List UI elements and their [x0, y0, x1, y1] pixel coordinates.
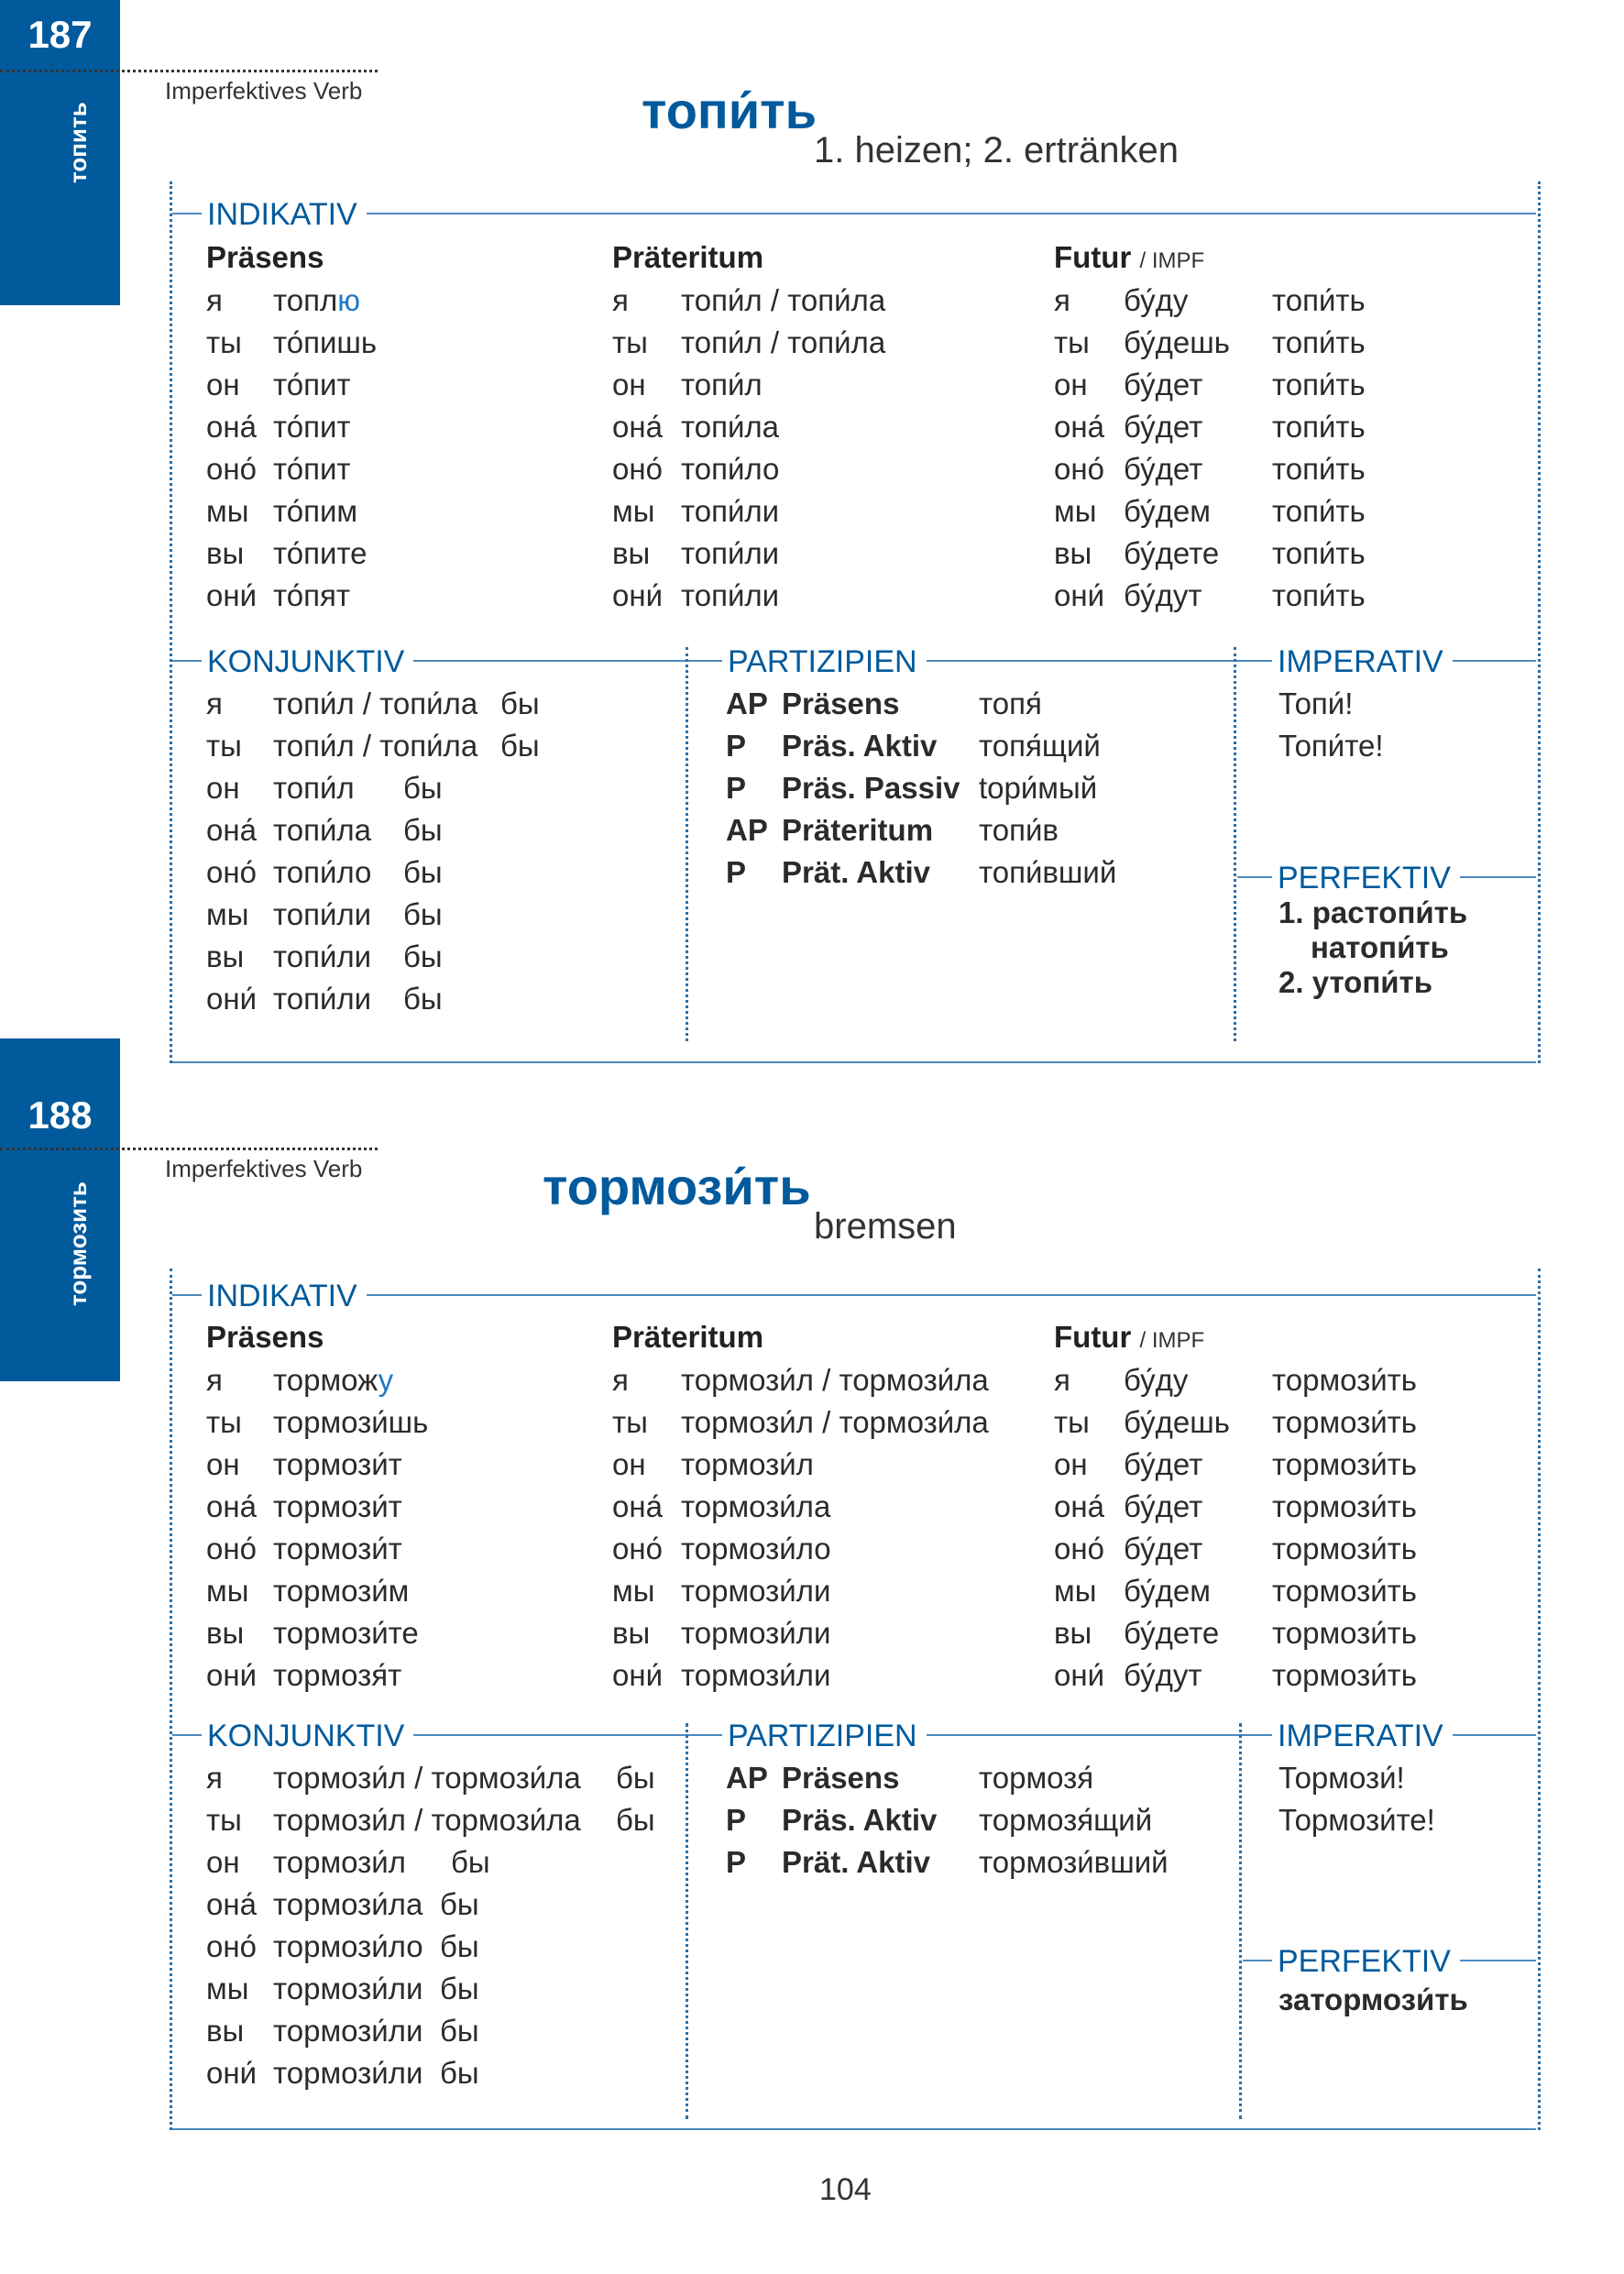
praeteritum-form: тормози́ли [681, 1616, 831, 1650]
pronoun: я [206, 1363, 223, 1397]
futur-aux: бу́дете [1124, 1616, 1220, 1650]
futur-aux: бу́дете [1124, 536, 1220, 570]
aspect-label: Imperfektives Verb [165, 1155, 363, 1182]
konjunktiv-form: тормози́ла [273, 1887, 423, 1921]
pronoun: вы [206, 536, 245, 570]
pronoun: они́ [612, 578, 664, 612]
pronoun: они́ [206, 578, 258, 612]
konjunktiv-label: KONJUNKTIV [202, 643, 413, 680]
praeteritum-form: топи́ло [681, 452, 780, 486]
verb-title: топи́ть [642, 82, 817, 139]
pronoun: мы [612, 1574, 655, 1608]
imperativ-form: Топи́те! [1278, 729, 1384, 763]
indikativ-rule [172, 1294, 1536, 1296]
pronoun: оно́ [1054, 1532, 1104, 1565]
aspect-label: Imperfektives Verb [165, 77, 363, 104]
participle-form: топя́щий [979, 729, 1101, 763]
pronoun: оно́ [206, 452, 257, 486]
praeteritum-form: тормози́л / тормози́ла [681, 1405, 989, 1439]
participle-type: P [726, 1845, 747, 1879]
praeteritum-form: тормози́л [681, 1447, 814, 1481]
futur-inf: тормози́ть [1272, 1447, 1417, 1481]
perfektiv-form: натопи́ть [1311, 930, 1449, 964]
futur-aux: бу́ду [1124, 1363, 1189, 1397]
column-divider [1234, 647, 1236, 1041]
participle-form: тормозя́ [979, 1761, 1094, 1795]
konjunktiv-particle: бы [500, 687, 540, 720]
konjunktiv-particle: бы [403, 939, 443, 973]
entry-number: 187 [27, 13, 93, 56]
praesens-header: Präsens [206, 1320, 324, 1354]
entry-tab [0, 1038, 120, 1381]
entry-number: 188 [27, 1093, 93, 1137]
entry-tab [0, 0, 120, 305]
header-divider [0, 70, 378, 72]
konjunktiv-particle: бы [440, 2014, 479, 2048]
praesens-form: топлю [273, 283, 360, 317]
participle-type: P [726, 771, 747, 805]
participle-name: Präsens [782, 1761, 900, 1795]
konjunktiv-particle: бы [403, 855, 443, 889]
konjunktiv-form: тормози́ли [273, 2056, 423, 2090]
pronoun: я [1054, 283, 1070, 317]
pronoun: она́ [612, 1489, 663, 1523]
pronoun: мы [206, 494, 249, 528]
konjunktiv-particle: бы [403, 897, 443, 931]
perfektiv-form: 2. утопи́ть [1278, 965, 1432, 999]
pronoun: он [206, 771, 240, 805]
futur-aux: бу́дет [1124, 1489, 1203, 1523]
pronoun: вы [206, 2014, 245, 2048]
pronoun: он [612, 368, 646, 401]
pronoun: мы [206, 1574, 249, 1608]
konjunktiv-form: топи́л / топи́ла [273, 687, 478, 720]
praesens-form: тормози́т [273, 1489, 402, 1523]
praesens-form: то́пит [273, 452, 351, 486]
verb-translation: 1. heizen; 2. ertränken [814, 130, 1180, 170]
futur-inf: топи́ть [1272, 452, 1366, 486]
konjunktiv-particle: бы [403, 771, 443, 805]
konjunktiv-particle: бы [403, 982, 443, 1016]
praesens-form: торможу [273, 1363, 394, 1397]
futur-inf: тормози́ть [1272, 1574, 1417, 1608]
pronoun: ты [612, 325, 648, 359]
pronoun: оно́ [1054, 452, 1104, 486]
praeteritum-form: топи́ли [681, 494, 780, 528]
praeteritum-form: топи́ли [681, 578, 780, 612]
konjunktiv-particle: бы [616, 1761, 655, 1795]
pronoun: они́ [1054, 578, 1105, 612]
praeteritum-form: тормози́ли [681, 1658, 831, 1692]
pronoun: он [612, 1447, 646, 1481]
futur-inf: тормози́ть [1272, 1363, 1417, 1397]
imperativ-form: Тормози́! [1278, 1761, 1405, 1795]
page-number: 104 [819, 2172, 872, 2207]
konjunktiv-label: KONJUNKTIV [202, 1718, 413, 1754]
pronoun: она́ [1054, 410, 1104, 444]
konjunktiv-particle: бы [440, 1887, 479, 1921]
konjunktiv-form: тормози́ло [273, 1929, 423, 1963]
pronoun: ты [206, 729, 242, 763]
pronoun: ты [206, 1803, 242, 1837]
pronoun: вы [612, 536, 651, 570]
pronoun: ты [1054, 1405, 1090, 1439]
participle-form: тормозя́щий [979, 1803, 1153, 1837]
praeteritum-form: тормози́ла [681, 1489, 831, 1523]
praesens-form: тормози́т [273, 1447, 402, 1481]
futur-inf: топи́ть [1272, 536, 1366, 570]
konjunktiv-form: тормози́ли [273, 2014, 423, 2048]
futur-aux: бу́дем [1124, 494, 1211, 528]
praesens-form: то́пите [273, 536, 368, 570]
futur-aux: бу́дет [1124, 1447, 1203, 1481]
pronoun: оно́ [206, 1532, 257, 1565]
participle-type: P [726, 855, 747, 889]
pronoun: она́ [206, 813, 257, 847]
pronoun: мы [612, 494, 655, 528]
konjunktiv-form: топи́ли [273, 939, 372, 973]
praesens-form: то́пишь [273, 325, 378, 359]
bottom-rule [172, 1061, 1536, 1063]
konjunktiv-form: топи́ла [273, 813, 372, 847]
praesens-header: Präsens [206, 240, 324, 274]
futur-aux: бу́дешь [1124, 1405, 1230, 1439]
konjunktiv-particle: бы [451, 1845, 490, 1879]
futur-aux: бу́дут [1124, 1658, 1202, 1692]
pronoun: она́ [206, 1887, 257, 1921]
praesens-form: тормозя́т [273, 1658, 402, 1692]
pronoun: они́ [612, 1658, 664, 1692]
futur-label: Futur [1054, 1320, 1132, 1354]
futur-aux: бу́дет [1124, 368, 1203, 401]
futur-tag: / IMPF [1139, 1328, 1205, 1353]
konjunktiv-form: тормози́л / тормози́ла [273, 1803, 581, 1837]
futur-tag: / IMPF [1139, 248, 1205, 273]
futur-inf: тормози́ть [1272, 1616, 1417, 1650]
pronoun: она́ [1054, 1489, 1104, 1523]
imperativ-form: Топи́! [1278, 687, 1354, 720]
futur-inf: тормози́ть [1272, 1405, 1417, 1439]
pronoun: мы [206, 1972, 249, 2005]
praesens-form: тормози́шь [273, 1405, 429, 1439]
praesens-form: тормози́те [273, 1616, 419, 1650]
praesens-form: то́пит [273, 368, 351, 401]
pronoun: он [206, 1845, 240, 1879]
pronoun: оно́ [206, 1929, 257, 1963]
konjunktiv-form: топи́ли [273, 982, 372, 1016]
indikativ-label: INDIKATIV [202, 1278, 367, 1314]
futur-aux: бу́дет [1124, 410, 1203, 444]
pronoun: она́ [206, 410, 257, 444]
praeteritum-header: Präteritum [612, 240, 764, 274]
pronoun: они́ [206, 1658, 258, 1692]
futur-header [1054, 240, 1204, 275]
pronoun: я [1054, 1363, 1070, 1397]
konjunktiv-particle: бы [616, 1803, 655, 1837]
futur-inf: топи́ть [1272, 325, 1366, 359]
column-divider [686, 1723, 688, 2119]
header-divider [0, 1148, 378, 1150]
praeteritum-form: топи́ла [681, 410, 780, 444]
perfektiv-label: PERFEKTIV [1272, 1943, 1460, 1980]
pronoun: мы [206, 897, 249, 931]
pronoun: они́ [1054, 1658, 1105, 1692]
praeteritum-form: топи́л / топи́ла [681, 325, 886, 359]
pronoun: мы [1054, 494, 1097, 528]
participle-form: topи́мый [979, 771, 1098, 805]
participle-name: Präsens [782, 687, 900, 720]
praeteritum-form: топи́л / топи́ла [681, 283, 886, 317]
pronoun: вы [206, 1616, 245, 1650]
konjunktiv-particle: бы [440, 1972, 479, 2005]
partizipien-label: PARTIZIPIEN [722, 643, 927, 680]
konjunktiv-particle: бы [440, 2056, 479, 2090]
pronoun: я [612, 283, 629, 317]
futur-inf: топи́ть [1272, 410, 1366, 444]
pronoun: оно́ [612, 1532, 663, 1565]
pronoun: он [1054, 1447, 1088, 1481]
pronoun: я [206, 283, 223, 317]
futur-aux: бу́дем [1124, 1574, 1211, 1608]
futur-inf: топи́ть [1272, 578, 1366, 612]
pronoun: оно́ [206, 855, 257, 889]
pronoun: он [206, 1447, 240, 1481]
entry-tab-word: тормозить [64, 1181, 92, 1306]
pronoun: вы [612, 1616, 651, 1650]
pronoun: ты [206, 325, 242, 359]
pronoun: вы [1054, 1616, 1092, 1650]
perfektiv-form: 1. растопи́ть [1278, 895, 1468, 929]
futur-inf: тормози́ть [1272, 1658, 1417, 1692]
pronoun: мы [1054, 1574, 1097, 1608]
praesens-form: то́пим [273, 494, 358, 528]
praeteritum-form: тормози́л / тормози́ла [681, 1363, 989, 1397]
konjunktiv-particle: бы [403, 813, 443, 847]
praesens-form: то́пит [273, 410, 351, 444]
verb-title: тормози́ть [543, 1158, 811, 1215]
futur-inf: топи́ть [1272, 494, 1366, 528]
futur-aux: бу́дет [1124, 452, 1203, 486]
futur-aux: бу́дешь [1124, 325, 1230, 359]
entry-tab-word: топить [64, 102, 92, 183]
pronoun: вы [206, 939, 245, 973]
participle-name: Präs. Passiv [782, 771, 960, 805]
participle-form: топи́в [979, 813, 1059, 847]
konjunktiv-particle: бы [500, 729, 540, 763]
konjunktiv-form: топи́л / топи́ла [273, 729, 478, 763]
pronoun: вы [1054, 536, 1092, 570]
pronoun: я [612, 1363, 629, 1397]
pronoun: он [206, 368, 240, 401]
futur-inf: топи́ть [1272, 368, 1366, 401]
futur-inf: топи́ть [1272, 283, 1366, 317]
pronoun: она́ [206, 1489, 257, 1523]
konjunktiv-form: топи́ли [273, 897, 372, 931]
futur-header [1054, 1320, 1204, 1355]
pronoun: я [206, 1761, 223, 1795]
pronoun: ты [612, 1405, 648, 1439]
verb-translation: bremsen [814, 1206, 957, 1247]
participle-type: AP [726, 813, 768, 847]
pronoun: он [1054, 368, 1088, 401]
futur-label: Futur [1054, 240, 1132, 274]
participle-type: P [726, 1803, 747, 1837]
konjunktiv-particle: бы [440, 1929, 479, 1963]
konjunktiv-form: тормози́л / тормози́ла [273, 1761, 581, 1795]
pronoun: ты [206, 1405, 242, 1439]
participle-type: AP [726, 687, 768, 720]
participle-name: Prät. Aktiv [782, 855, 931, 889]
indikativ-label: INDIKATIV [202, 196, 367, 233]
praeteritum-form: топи́л [681, 368, 763, 401]
participle-form: топи́вший [979, 855, 1117, 889]
pronoun: я [206, 687, 223, 720]
futur-aux: бу́дет [1124, 1532, 1203, 1565]
futur-aux: бу́ду [1124, 283, 1189, 317]
pronoun: они́ [206, 2056, 258, 2090]
pronoun: оно́ [612, 452, 663, 486]
imperativ-form: Тормози́те! [1278, 1803, 1435, 1837]
participle-form: топя́ [979, 687, 1042, 720]
pronoun: ты [1054, 325, 1090, 359]
futur-aux: бу́дут [1124, 578, 1202, 612]
pronoun: она́ [612, 410, 663, 444]
indikativ-rule [172, 213, 1536, 214]
imperativ-label: IMPERATIV [1272, 1718, 1453, 1754]
bottom-rule [172, 2128, 1536, 2130]
praeteritum-form: топи́ли [681, 536, 780, 570]
praeteritum-form: тормози́ло [681, 1532, 831, 1565]
participle-name: Präs. Aktiv [782, 729, 938, 763]
praeteritum-header: Präteritum [612, 1320, 764, 1354]
pronoun: они́ [206, 982, 258, 1016]
praesens-form: то́пят [273, 578, 350, 612]
praesens-form: тормози́м [273, 1574, 410, 1608]
column-divider [1239, 1723, 1242, 2119]
perfektiv-form: затормози́ть [1278, 1983, 1468, 2016]
konjunktiv-form: тормози́ли [273, 1972, 423, 2005]
imperativ-label: IMPERATIV [1272, 643, 1453, 680]
futur-inf: тормози́ть [1272, 1489, 1417, 1523]
participle-name: Präs. Aktiv [782, 1803, 938, 1837]
praesens-form: тормози́т [273, 1532, 402, 1565]
konjunktiv-form: топи́ло [273, 855, 372, 889]
partizipien-label: PARTIZIPIEN [722, 1718, 927, 1754]
column-divider [686, 647, 688, 1041]
participle-type: P [726, 729, 747, 763]
konjunktiv-form: тормози́л [273, 1845, 406, 1879]
participle-form: тормози́вший [979, 1845, 1169, 1879]
participle-name: Präteritum [782, 813, 934, 847]
praeteritum-form: тормози́ли [681, 1574, 831, 1608]
futur-inf: тормози́ть [1272, 1532, 1417, 1565]
konjunktiv-form: топи́л [273, 771, 355, 805]
participle-name: Prät. Aktiv [782, 1845, 931, 1879]
participle-type: AP [726, 1761, 768, 1795]
perfektiv-label: PERFEKTIV [1272, 860, 1460, 896]
